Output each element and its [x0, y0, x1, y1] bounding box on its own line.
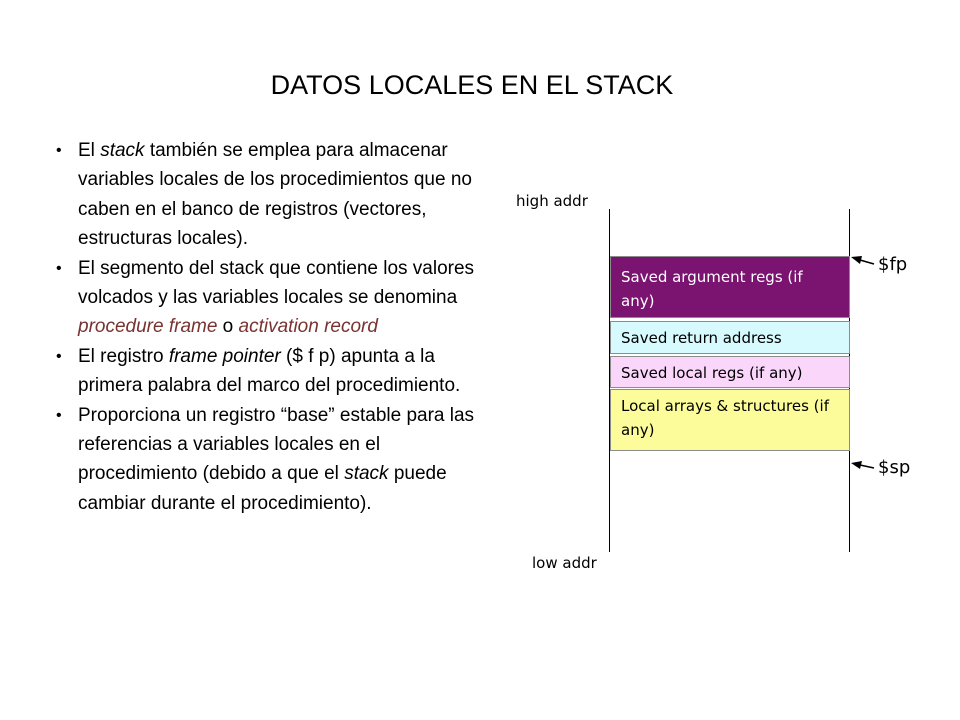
saved-return-address-block: Saved return address [610, 321, 850, 354]
bullet-dot-icon: • [56, 406, 62, 424]
sp-register-label: $sp [878, 457, 911, 478]
saved-local-regs-block: Saved local regs (if any) [610, 356, 850, 388]
fp-register-label: $fp [878, 254, 908, 275]
high-addr-label: high addr [516, 192, 588, 210]
bullet-dot-icon: • [56, 347, 62, 365]
bullet-text-1: El stack también se emplea para almacenar variables locales de los procedimientos que no caben en el banco de registros (vectores, estructuras locales). [78, 140, 472, 250]
bullet-text-2: El segmento del stack que contiene los valores volcados y las variables locales se denomina procedure frame o activation record [78, 257, 475, 338]
bullet-text-3: El registro frame pointer ($ f p) apunta a la primera palabra del marco del procedimiento. [78, 345, 461, 397]
low-addr-label: low addr [532, 554, 597, 572]
fp-arrow-icon [851, 256, 874, 264]
bullet-dot-icon: • [56, 142, 62, 159]
sp-arrow-icon [851, 461, 874, 469]
bullet-dot-icon: • [56, 259, 62, 277]
local-arrays-block: Local arrays & structures (if any) [610, 389, 850, 451]
bullet-text-4: Proporciona un registro “base” estable para las referencias a variables locales en el procedimiento (debido a que el stack puede cambiar durante el procedimiento). [78, 404, 475, 514]
page-title: DATOS LOCALES EN EL STACK [270, 70, 674, 100]
saved-argument-regs-block: Saved argument regs (if any) [610, 256, 850, 318]
